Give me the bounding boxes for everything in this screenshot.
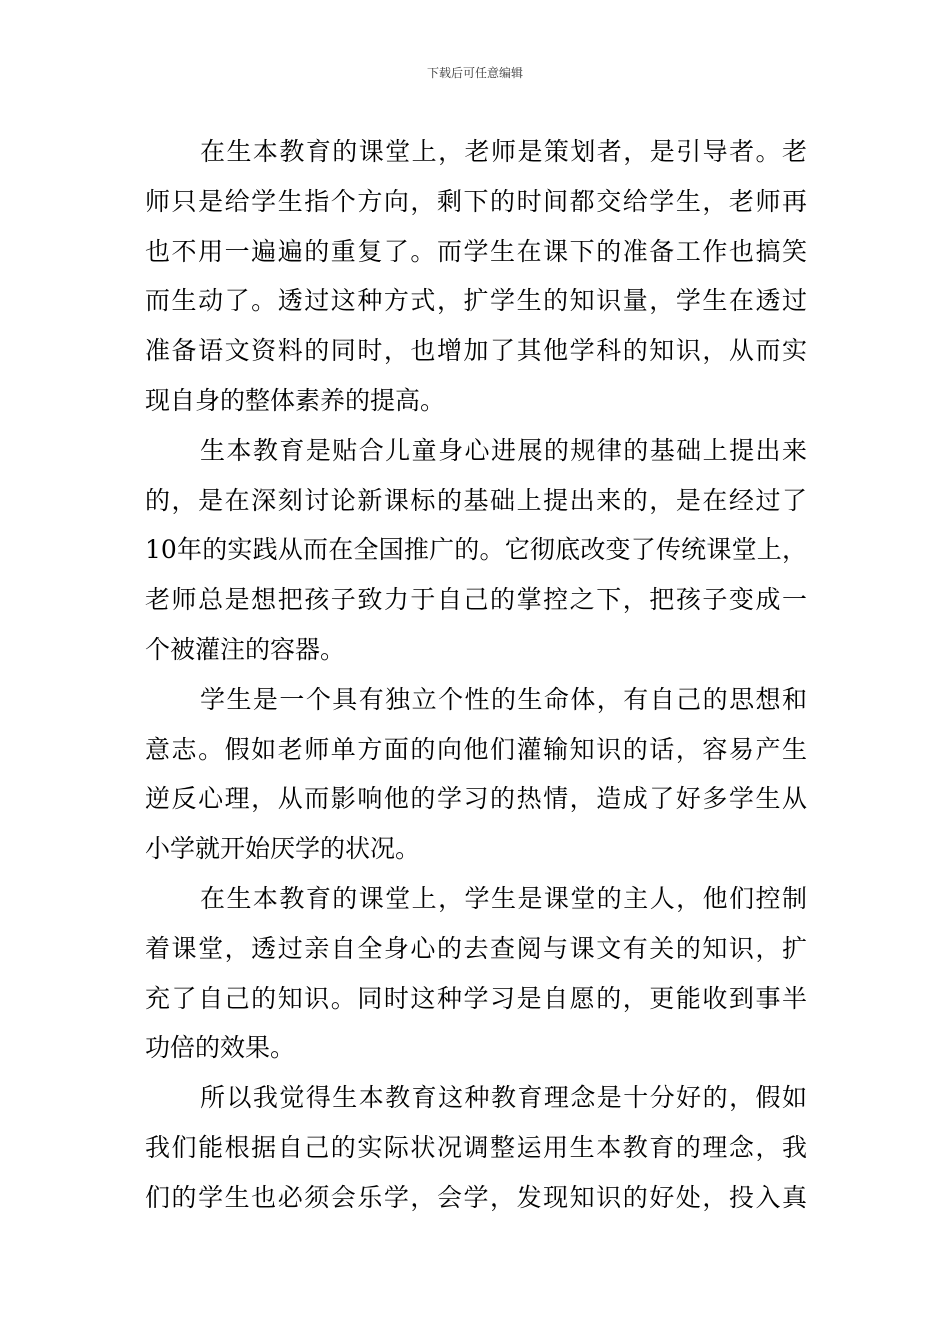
text-line: 准备语文资料的同时，也增加了其他学科的知识，从而实 <box>145 336 807 366</box>
text-line: 老师总是想把孩子致力于自己的掌控之下，把孩子变成一 <box>145 585 807 615</box>
paragraph-4 <box>145 874 807 1073</box>
page-header: 下载后可任意编辑 <box>426 66 523 80</box>
paragraph-2 <box>145 426 807 675</box>
paragraph-5 <box>145 1073 807 1222</box>
text-line: 们的学生也必须会乐学，会学，发现知识的好处，投入真 <box>145 1182 807 1212</box>
text-line: 在生本教育的课堂上，老师是策划者，是引导者。老 <box>200 137 807 166</box>
text-line: 所以我觉得生本教育这种教育理念是十分好的，假如 <box>200 1083 807 1113</box>
text-line: 我们能根据自己的实际状况调整运用生本教育的理念，我 <box>145 1132 807 1162</box>
text-line: 功倍的效果。 <box>145 1033 296 1063</box>
text-line: 师只是给学生指个方向，剩下的时间都交给学生，老师再 <box>145 186 807 216</box>
text-line: 着课堂，透过亲自全身心的去查阅与课文有关的知识，扩 <box>145 933 807 963</box>
text-line: 现自身的整体素养的提高。 <box>145 385 446 415</box>
paragraph-1 <box>145 127 807 426</box>
text-line: 也不用一遍遍的重复了。而学生在课下的准备工作也搞笑 <box>145 236 807 266</box>
text-line: 逆反心理，从而影响他的学习的热情，造成了好多学生从 <box>145 784 807 814</box>
text-line: 学生是一个具有独立个性的生命体，有自己的思想和 <box>200 684 807 714</box>
document-body <box>145 127 807 1223</box>
text-line: 意志。假如老师单方面的向他们灌输知识的话，容易产生 <box>145 734 807 764</box>
text-line: 个被灌注的容器。 <box>145 634 346 664</box>
text-line: 而生动了。透过这种方式，扩学生的知识量，学生在透过 <box>145 286 807 316</box>
text-line: 10年的实践从而在全国推广的。它彻底改变了传统课堂上， <box>145 535 807 565</box>
text-line: 在生本教育的课堂上，学生是课堂的主人，他们控制 <box>200 883 807 913</box>
text-line: 生本教育是贴合儿童身心进展的规律的基础上提出来 <box>200 435 807 465</box>
text-line: 小学就开始厌学的状况。 <box>145 834 421 864</box>
text-line: 的，是在深刻讨论新课标的基础上提出来的，是在经过了 <box>145 485 807 515</box>
text-line: 充了自己的知识。同时这种学习是自愿的，更能收到事半 <box>145 983 807 1013</box>
paragraph-3 <box>145 675 807 874</box>
